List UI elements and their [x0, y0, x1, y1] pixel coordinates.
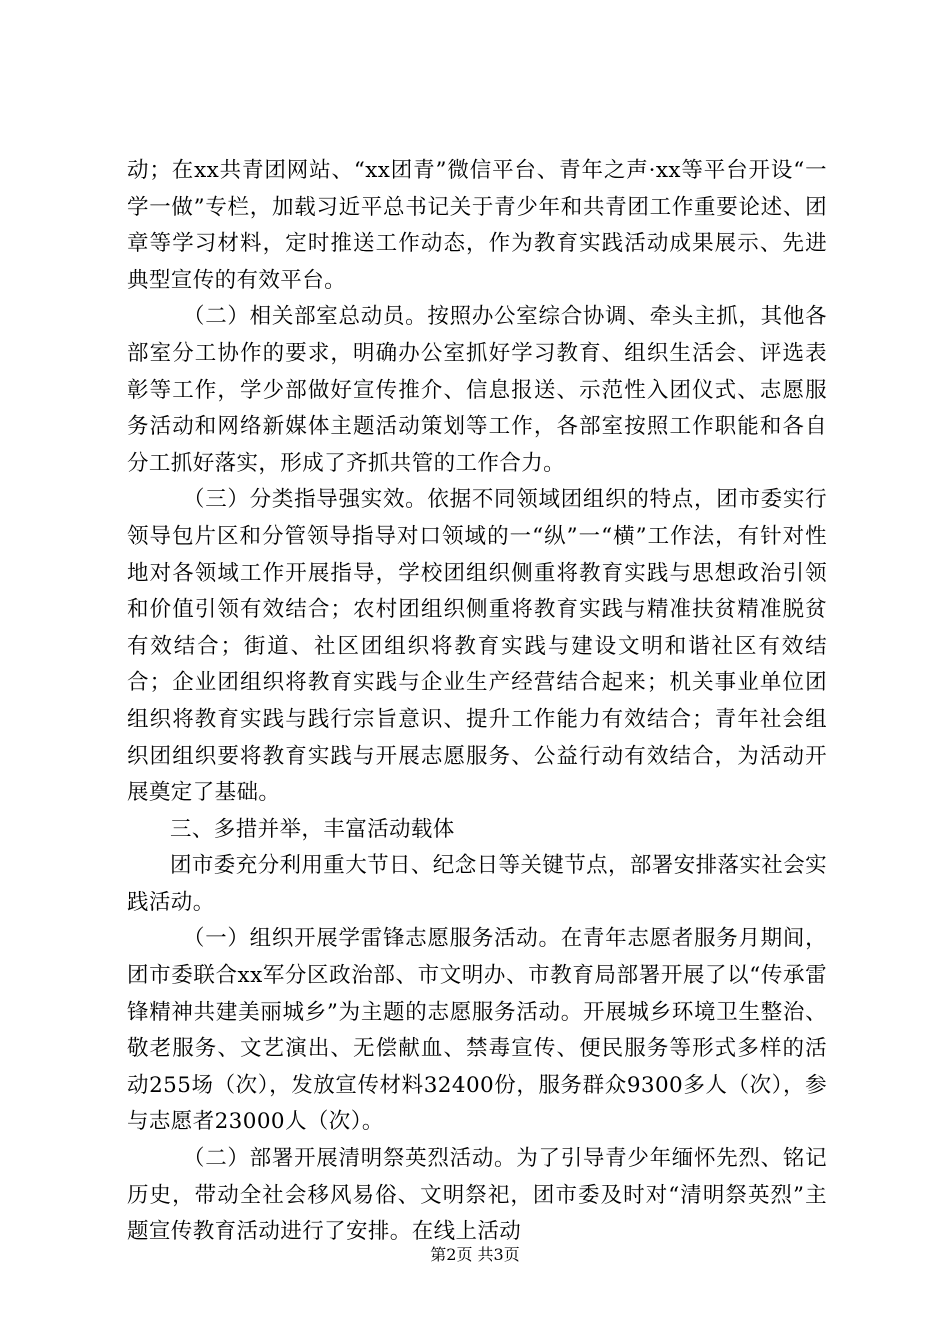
paragraph-lei-feng-volunteer: （一）组织开展学雷锋志愿服务活动。在青年志愿者服务月期间，团市委联合xx军分区政治部、市文明办、市教育局部署开展了以“传承雷锋精神共建美丽城乡”为主题的志愿服务活动。开展城乡环境卫生整治、敬老服务、文艺演出、无偿献血、禁毒宣传、便民服务等形式多样的活动255场（次），发放宣传材料32400份，服务群众9300多人（次），参与志愿者23000人（次）。: [127, 926, 827, 1135]
paragraph-activities-intro: 团市委充分利用重大节日、纪念日等关键节点，部署安排落实社会实践活动。: [127, 853, 828, 915]
paragraph-classified-guidance: （三）分类指导强实效。依据不同领域团组织的特点，团市委实行领导包片区和分管领导指导对口领域的一“纵”一“横”工作法，有针对性地对各领域工作开展指导，学校团组织侧重将教育实践与思想政治引领和价值引领有效结合；农村团组织侧重将教育实践与精准扶贫精准脱贫有效结合；街道、社区团组织将教育实践与建设文明和谐社区有效结合；企业团组织将教育实践与企业生产经营结合起来；机关事业单位团组织将教育实践与践行宗旨意识、提升工作能力有效结合；青年社会组织团组织要将教育实践与开展志愿服务、公益行动有效结合，为活动开展奠定了基础。: [127, 487, 827, 806]
paragraph-channels: 动；在xx共青团网站、“xx团青”微信平台、青年之声·xx等平台开设“一学一做”专栏，加载习近平总书记关于青少年和共青团工作重要论述、团章等学习材料，定时推送工作动态，作为教育实践活动成果展示、先进典型宣传的有效平台。: [127, 158, 827, 293]
section-heading-activities: 三、多措并举，丰富活动载体: [170, 816, 455, 842]
paragraph-qingming-martyrs: （二）部署开展清明祭英烈活动。为了引导青少年缅怀先烈、铭记历史，带动全社会移风易俗、文明祭祀，团市委及时对“清明祭英烈”主题宣传教育活动进行了安排。在线上活动: [127, 1146, 827, 1245]
document-body: [127, 153, 827, 1251]
page-number-footer: 第2页 共3页: [430, 1245, 520, 1264]
paragraph-departments-mobilization: （二）相关部室总动员。按照办公室综合协调、牵头主抓，其他各部室分工协作的要求，明确办公室抓好学习教育、组织生活会、评选表彰等工作，学少部做好宣传推介、信息报送、示范性入团仪式、志愿服务活动和网络新媒体主题活动策划等工作，各部室按照工作职能和各自分工抓好落实，形成了齐抓共管的工作合力。: [127, 304, 827, 476]
